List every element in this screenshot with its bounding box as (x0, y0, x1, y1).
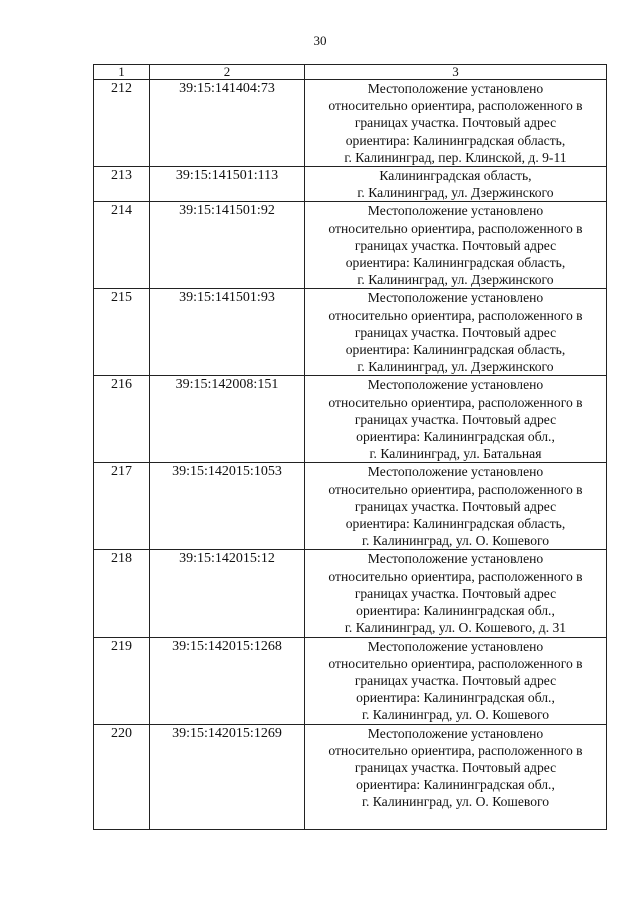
location-line: Местоположение установлено (367, 725, 544, 741)
cadastral-number: 39:15:142015:1269 (150, 724, 305, 829)
location-line: Местоположение установлено (367, 464, 544, 480)
location-line: Местоположение установлено (367, 290, 544, 306)
location-line: границах участка. Почтовый адрес (354, 759, 557, 775)
table-row (94, 463, 607, 550)
row-number: 215 (94, 289, 150, 376)
location-line: г. Калининград, ул. О. Кошевого (361, 533, 550, 549)
row-number: 212 (94, 80, 150, 167)
location-line: границах участка. Почтовый адрес (354, 672, 557, 688)
location-line: г. Калининград, пер. Клинской, д. 9-11 (344, 149, 567, 165)
location-line: границах участка. Почтовый адрес (354, 324, 557, 340)
location-description (305, 637, 607, 724)
location-line: ориентира: Калининградская область, (345, 342, 566, 358)
location-line: Калининградская область, (379, 168, 532, 184)
row-number: 217 (94, 463, 150, 550)
location-line: границах участка. Почтовый адрес (354, 237, 557, 253)
cadastral-number: 39:15:141501:93 (150, 289, 305, 376)
column-header-cadastral: 2 (150, 65, 305, 80)
location-line: границах участка. Почтовый адрес (354, 411, 557, 427)
cadastral-number: 39:15:141501:92 (150, 202, 305, 289)
location-description (305, 376, 607, 463)
location-line: границах участка. Почтовый адрес (354, 498, 557, 514)
location-line: г. Калининград, ул. Дзержинского (357, 359, 554, 375)
location-line: г. Калининград, ул. Батальная (369, 446, 542, 462)
cadastral-number: 39:15:142015:1053 (150, 463, 305, 550)
row-number: 219 (94, 637, 150, 724)
location-line: ориентира: Калининградская обл., (356, 429, 555, 445)
table-row (94, 376, 607, 463)
location-line: относительно ориентира, расположенного в (328, 568, 583, 584)
location-description (305, 550, 607, 637)
location-line: относительно ориентира, расположенного в (328, 307, 583, 323)
location-description (305, 463, 607, 550)
row-number: 213 (94, 167, 150, 202)
table-row (94, 202, 607, 289)
location-line: Местоположение установлено (367, 551, 544, 567)
location-line: Местоположение установлено (367, 638, 544, 654)
page-number: 30 (313, 33, 327, 48)
location-line: ориентира: Калининградская обл., (356, 690, 555, 706)
location-line: Местоположение установлено (367, 81, 544, 96)
row-number: 216 (94, 376, 150, 463)
cadastral-number: 39:15:142015:1268 (150, 637, 305, 724)
table-row (94, 724, 607, 829)
location-line: ориентира: Калининградская область, (345, 516, 566, 532)
location-line: относительно ориентира, расположенного в (328, 655, 583, 671)
location-line: относительно ориентира, расположенного в (328, 481, 583, 497)
location-line: относительно ориентира, расположенного в (328, 98, 583, 114)
location-line: Местоположение установлено (367, 377, 544, 393)
column-header-number: 1 (94, 65, 150, 80)
location-description (305, 724, 607, 829)
cadastral-number: 39:15:141404:73 (150, 80, 305, 167)
cadastral-number: 39:15:142008:151 (150, 376, 305, 463)
location-line: г. Калининград, ул. О. Кошевого (361, 794, 550, 810)
location-line: границах участка. Почтовый адрес (354, 585, 557, 601)
land-plot-table (93, 64, 607, 830)
cadastral-number: 39:15:141501:113 (150, 167, 305, 202)
location-line: г. Калининград, ул. Дзержинского (357, 272, 554, 288)
table-body (94, 80, 607, 830)
row-number: 214 (94, 202, 150, 289)
location-line: относительно ориентира, расположенного в (328, 394, 583, 410)
table-row (94, 167, 607, 202)
table-row (94, 550, 607, 637)
row-number: 218 (94, 550, 150, 637)
location-line: относительно ориентира, расположенного в (328, 220, 583, 236)
location-line: Местоположение установлено (367, 203, 544, 219)
location-line: г. Калининград, ул. Дзержинского (357, 185, 554, 201)
location-description (305, 202, 607, 289)
table-row (94, 637, 607, 724)
location-description (305, 289, 607, 376)
table-row (94, 289, 607, 376)
location-line: ориентира: Калининградская область, (345, 255, 566, 271)
location-line: границах участка. Почтовый адрес (354, 115, 557, 131)
location-line: относительно ориентира, расположенного в (328, 742, 583, 758)
location-description (305, 80, 607, 167)
location-line: г. Калининград, ул. О. Кошевого, д. 31 (344, 620, 567, 636)
location-line: г. Калининград, ул. О. Кошевого (361, 707, 550, 723)
location-line: ориентира: Калининградская обл., (356, 777, 555, 793)
row-number: 220 (94, 724, 150, 829)
location-description (305, 167, 607, 202)
location-line: ориентира: Калининградская область, (345, 132, 566, 148)
location-line: ориентира: Калининградская обл., (356, 603, 555, 619)
table-header-row (94, 65, 607, 80)
cadastral-number: 39:15:142015:12 (150, 550, 305, 637)
table-row (94, 80, 607, 167)
column-header-location: 3 (305, 65, 607, 80)
